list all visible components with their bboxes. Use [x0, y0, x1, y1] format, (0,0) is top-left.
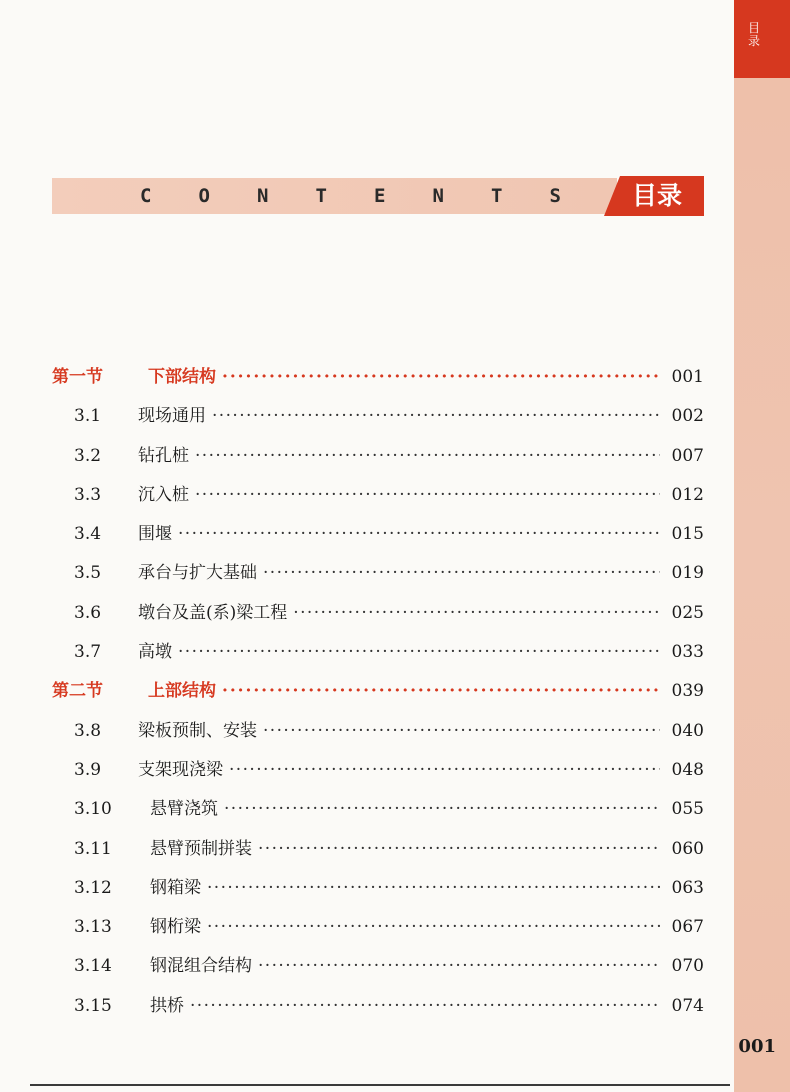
section-number: 第一节 [52, 367, 103, 387]
toc-entry-row[interactable] [52, 912, 704, 951]
contents-letter: E [374, 185, 386, 207]
entry-number: 3.14 [74, 956, 112, 977]
toc-entry-row[interactable] [52, 401, 704, 440]
dot-leader [222, 367, 660, 387]
dot-leader [258, 839, 660, 859]
toc-entry-row[interactable] [52, 480, 704, 519]
dot-leader [224, 799, 660, 819]
toc-entry-row[interactable] [52, 991, 704, 1030]
dot-leader [195, 485, 660, 505]
toc-section-row[interactable] [52, 362, 704, 401]
contents-letter: T [315, 185, 327, 207]
toc-entry-row[interactable] [52, 794, 704, 833]
side-tab[interactable] [734, 0, 790, 78]
entry-number: 3.1 [74, 406, 102, 427]
entry-title: 高墩 [138, 642, 172, 663]
entry-title: 围堰 [138, 524, 172, 545]
contents-letter: T [491, 185, 503, 207]
toc-entry-row[interactable] [52, 716, 704, 755]
dot-leader [263, 563, 660, 583]
entry-title: 钢箱梁 [150, 877, 201, 898]
entry-number: 3.7 [74, 642, 102, 663]
page-ref: 002 [671, 406, 704, 427]
toc-entry-row[interactable] [52, 558, 704, 597]
dot-leader [222, 681, 660, 701]
entry-title: 承台与扩大基础 [138, 563, 257, 584]
page-ref: 063 [671, 877, 704, 898]
page-title: 目录 [632, 181, 683, 210]
entry-title: 拱桥 [150, 995, 184, 1016]
dot-leader [229, 760, 660, 780]
contents-letter: O [198, 185, 210, 207]
dot-leader [293, 603, 660, 623]
dot-leader [212, 406, 660, 426]
side-tab-char: 录 [748, 34, 761, 48]
page-ref: 039 [671, 681, 704, 702]
side-strip [734, 0, 790, 1092]
toc-section-row[interactable] [52, 676, 704, 715]
toc-entry-row[interactable] [52, 441, 704, 480]
entry-title: 墩台及盖(系)梁工程 [138, 602, 288, 623]
page-ref: 055 [671, 799, 704, 820]
entry-title: 钢桁梁 [150, 917, 201, 938]
entry-title: 悬臂浇筑 [150, 799, 218, 820]
section-title: 下部结构 [148, 367, 216, 387]
page-ref: 012 [671, 484, 704, 505]
toc-entry-row[interactable] [52, 951, 704, 990]
page-number: 001 [738, 1036, 776, 1057]
entry-number: 3.2 [74, 445, 102, 466]
contents-letter: N [432, 185, 444, 207]
section-number: 第二节 [52, 681, 103, 702]
dot-leader [258, 956, 660, 976]
page-ref: 040 [671, 720, 704, 741]
bottom-rule [30, 1084, 730, 1086]
entry-title: 支架现浇梁 [138, 759, 223, 780]
entry-number: 3.12 [74, 877, 112, 898]
entry-number: 3.8 [74, 720, 102, 741]
dot-leader [207, 917, 660, 937]
page-ref: 060 [671, 838, 704, 859]
entry-title: 悬臂预制拼装 [150, 838, 252, 859]
page-ref: 048 [671, 759, 704, 780]
entry-number: 3.11 [74, 838, 112, 859]
toc-entry-row[interactable] [52, 755, 704, 794]
toc-entry-row[interactable] [52, 834, 704, 873]
toc-entry-row[interactable] [52, 519, 704, 558]
entry-number: 3.15 [74, 995, 112, 1016]
page-ref: 019 [671, 563, 704, 584]
entry-number: 3.4 [74, 524, 102, 545]
entry-number: 3.5 [74, 563, 102, 584]
page-ref: 033 [671, 642, 704, 663]
entry-number: 3.3 [74, 484, 102, 505]
entry-title: 沉入桩 [138, 484, 189, 505]
page-ref: 074 [671, 995, 704, 1016]
entry-title: 钻孔桩 [138, 445, 189, 466]
contents-letter: N [257, 185, 269, 207]
toc-entry-row[interactable] [52, 637, 704, 676]
dot-leader [263, 721, 660, 741]
contents-letter: C [140, 185, 152, 207]
toc-entry-row[interactable] [52, 873, 704, 912]
toc-entry-row[interactable] [52, 598, 704, 637]
page-ref: 007 [671, 445, 704, 466]
section-title: 上部结构 [148, 681, 216, 702]
entry-number: 3.10 [74, 799, 112, 820]
dot-leader [195, 446, 660, 466]
dot-leader [178, 524, 660, 544]
entry-title: 钢混组合结构 [150, 956, 252, 977]
entry-number: 3.13 [74, 917, 112, 938]
page-ref: 025 [671, 602, 704, 623]
entry-title: 现场通用 [138, 406, 206, 427]
entry-number: 3.6 [74, 602, 102, 623]
dot-leader [178, 642, 660, 662]
table-of-contents [52, 362, 704, 1030]
side-tab-char: 目 [748, 21, 761, 35]
contents-lettering [140, 178, 608, 214]
page-ref: 067 [671, 917, 704, 938]
entry-title: 梁板预制、安装 [138, 720, 257, 741]
dot-leader [207, 878, 660, 898]
page-ref: 070 [671, 956, 704, 977]
page-ref: 015 [671, 524, 704, 545]
contents-letter: S [549, 185, 561, 207]
entry-number: 3.9 [74, 759, 102, 780]
dot-leader [190, 996, 660, 1016]
page-ref: 001 [671, 367, 704, 387]
